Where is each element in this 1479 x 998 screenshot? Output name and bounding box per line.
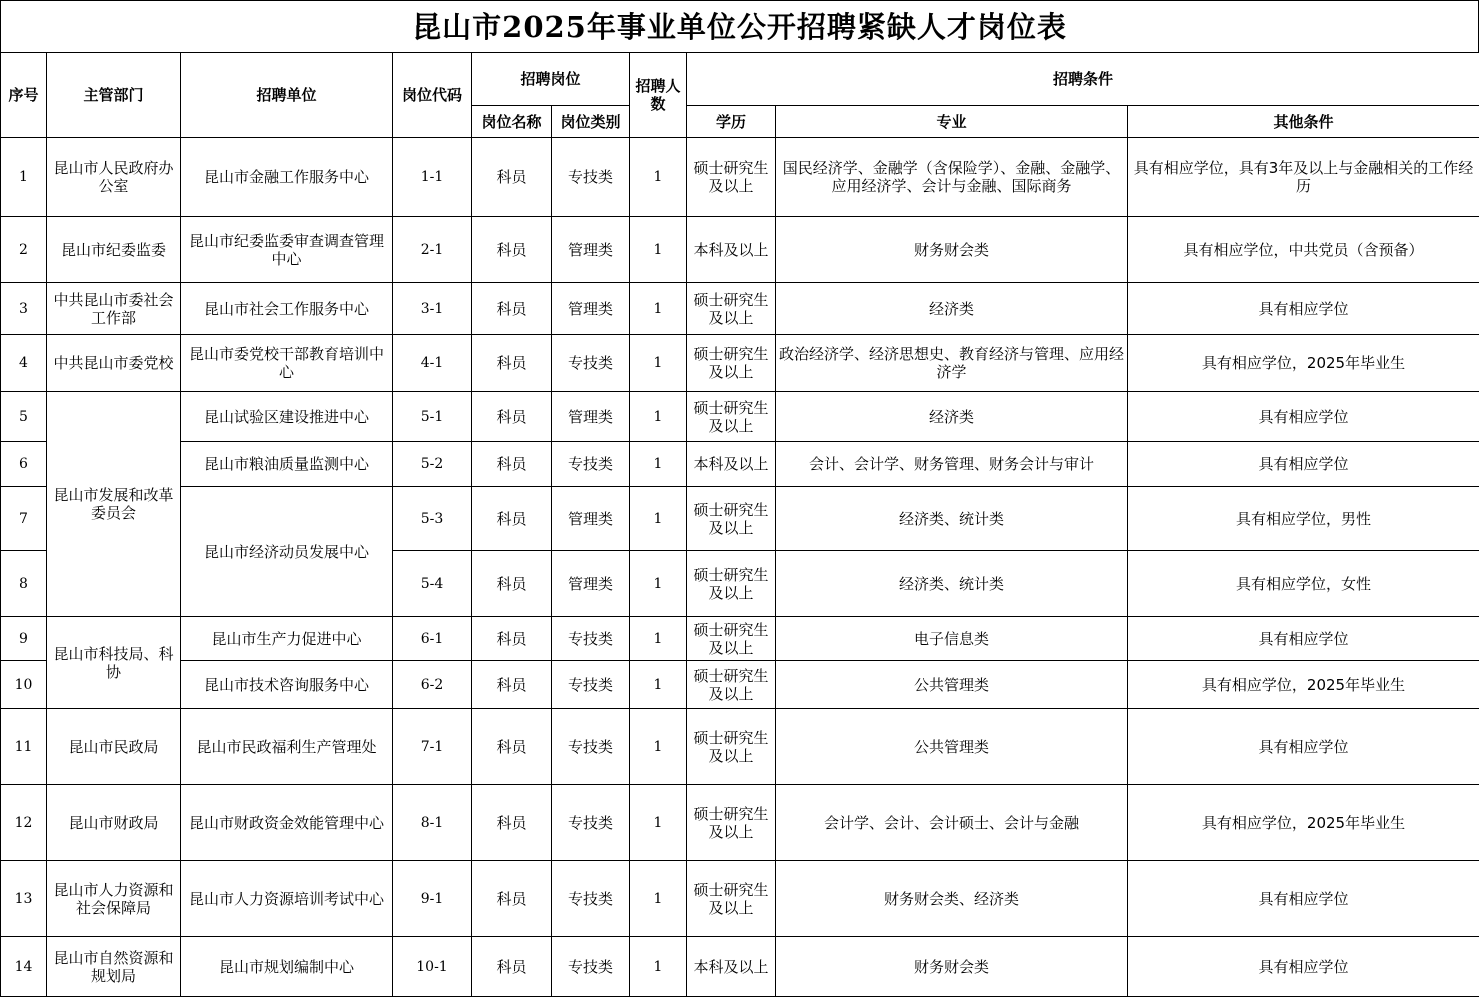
cell-code: 5-1 (393, 392, 472, 442)
cell-count: 1 (630, 709, 687, 785)
cell-post-name: 科员 (472, 335, 552, 392)
cell-major: 经济类 (776, 392, 1128, 442)
cell-unit: 昆山市金融工作服务中心 (181, 138, 393, 217)
cell-edu: 硕士研究生及以上 (687, 392, 776, 442)
cell-dept: 昆山市自然资源和规划局 (47, 937, 181, 997)
table-row (1, 661, 1479, 709)
cell-major: 会计、会计学、财务管理、财务会计与审计 (776, 442, 1128, 487)
cell-code: 7-1 (393, 709, 472, 785)
cell-seq: 8 (1, 551, 47, 617)
table-row (1, 335, 1479, 392)
cell-major: 会计学、会计、会计硕士、会计与金融 (776, 785, 1128, 861)
cell-code: 8-1 (393, 785, 472, 861)
cell-dept: 昆山市科技局、科协 (47, 617, 181, 709)
table-row (1, 785, 1479, 861)
cell-other: 具有相应学位 (1128, 392, 1479, 442)
cell-edu: 硕士研究生及以上 (687, 709, 776, 785)
cell-post-name: 科员 (472, 937, 552, 997)
cell-unit: 昆山试验区建设推进中心 (181, 392, 393, 442)
header-post-name: 岗位名称 (472, 106, 552, 138)
cell-unit: 昆山市粮油质量监测中心 (181, 442, 393, 487)
positions-table (0, 52, 1479, 997)
cell-post-name: 科员 (472, 442, 552, 487)
cell-other: 具有相应学位 (1128, 442, 1479, 487)
cell-post-type: 专技类 (552, 785, 630, 861)
cell-unit: 昆山市人力资源培训考试中心 (181, 861, 393, 937)
cell-count: 1 (630, 551, 687, 617)
cell-other: 具有相应学位 (1128, 283, 1479, 335)
cell-other: 具有相应学位，男性 (1128, 487, 1479, 551)
cell-count: 1 (630, 138, 687, 217)
cell-major: 电子信息类 (776, 617, 1128, 661)
header-code: 岗位代码 (393, 53, 472, 138)
cell-major: 经济类、统计类 (776, 551, 1128, 617)
header-unit: 招聘单位 (181, 53, 393, 138)
cell-unit: 昆山市技术咨询服务中心 (181, 661, 393, 709)
cell-post-name: 科员 (472, 617, 552, 661)
cell-major: 政治经济学、经济思想史、教育经济与管理、应用经济学 (776, 335, 1128, 392)
cell-unit: 昆山市委党校干部教育培训中心 (181, 335, 393, 392)
cell-edu: 硕士研究生及以上 (687, 138, 776, 217)
cell-code: 3-1 (393, 283, 472, 335)
cell-dept: 中共昆山市委党校 (47, 335, 181, 392)
table-row (1, 709, 1479, 785)
header-major: 专业 (776, 106, 1128, 138)
table-row (1, 442, 1479, 487)
table-row (1, 138, 1479, 217)
cell-seq: 7 (1, 487, 47, 551)
cell-seq: 12 (1, 785, 47, 861)
cell-other: 具有相应学位 (1128, 617, 1479, 661)
cell-count: 1 (630, 487, 687, 551)
cell-unit: 昆山市民政福利生产管理处 (181, 709, 393, 785)
cell-edu: 硕士研究生及以上 (687, 617, 776, 661)
cell-post-name: 科员 (472, 661, 552, 709)
header-conditions: 招聘条件 (687, 53, 1479, 106)
cell-seq: 9 (1, 617, 47, 661)
cell-edu: 硕士研究生及以上 (687, 551, 776, 617)
cell-seq: 11 (1, 709, 47, 785)
table-row (1, 617, 1479, 661)
cell-code: 10-1 (393, 937, 472, 997)
cell-major: 经济类、统计类 (776, 487, 1128, 551)
cell-count: 1 (630, 937, 687, 997)
header-other: 其他条件 (1128, 106, 1479, 138)
cell-seq: 6 (1, 442, 47, 487)
cell-code: 6-1 (393, 617, 472, 661)
cell-post-name: 科员 (472, 217, 552, 283)
cell-count: 1 (630, 861, 687, 937)
cell-post-type: 专技类 (552, 861, 630, 937)
cell-post-type: 专技类 (552, 138, 630, 217)
header-edu: 学历 (687, 106, 776, 138)
table-row (1, 283, 1479, 335)
cell-edu: 硕士研究生及以上 (687, 661, 776, 709)
cell-count: 1 (630, 392, 687, 442)
cell-dept: 昆山市民政局 (47, 709, 181, 785)
table-row (1, 392, 1479, 442)
cell-code: 1-1 (393, 138, 472, 217)
cell-edu: 硕士研究生及以上 (687, 335, 776, 392)
table-row (1, 861, 1479, 937)
cell-major: 财务财会类、经济类 (776, 861, 1128, 937)
cell-count: 1 (630, 442, 687, 487)
cell-dept: 昆山市纪委监委 (47, 217, 181, 283)
cell-edu: 本科及以上 (687, 217, 776, 283)
cell-count: 1 (630, 335, 687, 392)
cell-major: 公共管理类 (776, 709, 1128, 785)
cell-count: 1 (630, 785, 687, 861)
header-count: 招聘人数 (630, 53, 687, 138)
cell-dept: 昆山市人力资源和社会保障局 (47, 861, 181, 937)
cell-post-type: 管理类 (552, 283, 630, 335)
cell-other: 具有相应学位，2025年毕业生 (1128, 661, 1479, 709)
cell-other: 具有相应学位，2025年毕业生 (1128, 335, 1479, 392)
table-row (1, 937, 1479, 997)
cell-dept: 中共昆山市委社会工作部 (47, 283, 181, 335)
cell-post-name: 科员 (472, 861, 552, 937)
cell-post-type: 专技类 (552, 661, 630, 709)
cell-code: 5-2 (393, 442, 472, 487)
cell-unit: 昆山市规划编制中心 (181, 937, 393, 997)
cell-code: 5-4 (393, 551, 472, 617)
cell-unit: 昆山市纪委监委审查调查管理中心 (181, 217, 393, 283)
cell-count: 1 (630, 617, 687, 661)
cell-count: 1 (630, 217, 687, 283)
header-post: 招聘岗位 (472, 53, 630, 106)
cell-other: 具有相应学位 (1128, 937, 1479, 997)
cell-count: 1 (630, 283, 687, 335)
table-row (1, 217, 1479, 283)
cell-dept: 昆山市发展和改革委员会 (47, 392, 181, 617)
cell-post-type: 管理类 (552, 551, 630, 617)
cell-seq: 3 (1, 283, 47, 335)
cell-edu: 硕士研究生及以上 (687, 861, 776, 937)
cell-seq: 4 (1, 335, 47, 392)
cell-post-name: 科员 (472, 785, 552, 861)
cell-other: 具有相应学位，中共党员（含预备） (1128, 217, 1479, 283)
cell-post-type: 专技类 (552, 442, 630, 487)
cell-seq: 13 (1, 861, 47, 937)
cell-seq: 5 (1, 392, 47, 442)
cell-post-name: 科员 (472, 487, 552, 551)
cell-post-type: 管理类 (552, 392, 630, 442)
cell-unit: 昆山市生产力促进中心 (181, 617, 393, 661)
page-title: 昆山市2025年事业单位公开招聘紧缺人才岗位表 (0, 0, 1479, 52)
cell-code: 5-3 (393, 487, 472, 551)
cell-edu: 硕士研究生及以上 (687, 283, 776, 335)
table-row (1, 487, 1479, 551)
cell-other: 具有相应学位 (1128, 709, 1479, 785)
cell-post-type: 管理类 (552, 487, 630, 551)
cell-post-name: 科员 (472, 709, 552, 785)
cell-major: 经济类 (776, 283, 1128, 335)
cell-post-type: 专技类 (552, 617, 630, 661)
cell-edu: 硕士研究生及以上 (687, 785, 776, 861)
cell-other: 具有相应学位 (1128, 861, 1479, 937)
cell-post-type: 专技类 (552, 335, 630, 392)
cell-unit: 昆山市经济动员发展中心 (181, 487, 393, 617)
cell-seq: 2 (1, 217, 47, 283)
cell-seq: 14 (1, 937, 47, 997)
header-seq: 序号 (1, 53, 47, 138)
cell-major: 国民经济学、金融学（含保险学）、金融、金融学、应用经济学、会计与金融、国际商务 (776, 138, 1128, 217)
cell-unit: 昆山市社会工作服务中心 (181, 283, 393, 335)
cell-count: 1 (630, 661, 687, 709)
cell-seq: 10 (1, 661, 47, 709)
cell-major: 财务财会类 (776, 937, 1128, 997)
header-dept: 主管部门 (47, 53, 181, 138)
cell-post-name: 科员 (472, 138, 552, 217)
cell-code: 9-1 (393, 861, 472, 937)
cell-code: 6-2 (393, 661, 472, 709)
cell-dept: 昆山市人民政府办公室 (47, 138, 181, 217)
cell-other: 具有相应学位，具有3年及以上与金融相关的工作经历 (1128, 138, 1479, 217)
cell-code: 4-1 (393, 335, 472, 392)
cell-unit: 昆山市财政资金效能管理中心 (181, 785, 393, 861)
cell-other: 具有相应学位，2025年毕业生 (1128, 785, 1479, 861)
cell-edu: 本科及以上 (687, 937, 776, 997)
cell-post-name: 科员 (472, 392, 552, 442)
cell-other: 具有相应学位，女性 (1128, 551, 1479, 617)
cell-seq: 1 (1, 138, 47, 217)
cell-dept: 昆山市财政局 (47, 785, 181, 861)
cell-post-name: 科员 (472, 283, 552, 335)
header-post-type: 岗位类别 (552, 106, 630, 138)
cell-edu: 硕士研究生及以上 (687, 487, 776, 551)
cell-post-type: 专技类 (552, 937, 630, 997)
cell-major: 公共管理类 (776, 661, 1128, 709)
cell-edu: 本科及以上 (687, 442, 776, 487)
cell-post-type: 专技类 (552, 709, 630, 785)
cell-post-name: 科员 (472, 551, 552, 617)
cell-post-type: 管理类 (552, 217, 630, 283)
cell-code: 2-1 (393, 217, 472, 283)
cell-major: 财务财会类 (776, 217, 1128, 283)
